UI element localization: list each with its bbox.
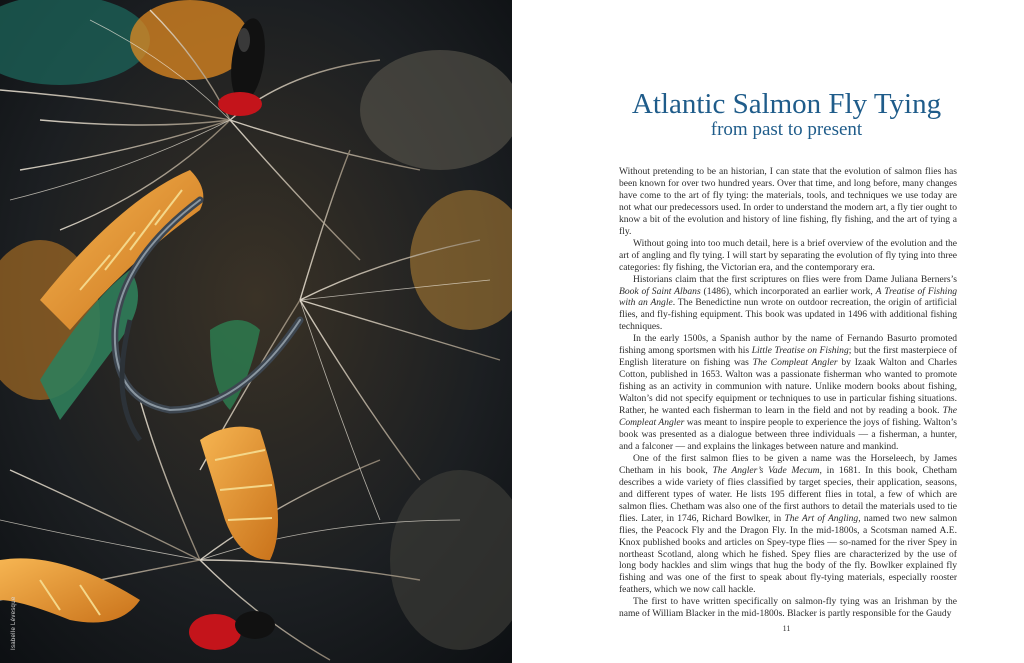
text-run: , named two new salmon flies, the Peacock Fly and the Dragon Fly. In the mid-1800s, a Scotsman named A.E. Knox published books and articles on Spey-type flies — so-named for the river Spey in northeast Scotland, along which he fished. Spey flies are characterized by the use of long body hackles and slim wings that hug the body of the fly. Bowlker explained fly fishing and was one of the first to speak about fly-tying materials, especially rooster feathers, which we now call hackle. (619, 512, 958, 596)
italic-title: Little Treatise on Fishing (751, 345, 849, 357)
text-page (512, 0, 1024, 663)
italic-title: A Treatise of Fishing with an Angle (619, 285, 957, 309)
italic-title: The Art of Angling (784, 512, 859, 524)
text-run: (1486), which incorporated an earlier work, (700, 285, 876, 297)
page-number: 11 (782, 624, 791, 633)
body-paragraph (619, 238, 957, 274)
text-run: by Izaak Walton and Charles Cotton, published in 1653. Walton was a passionate fisherman who wanted to promote fishing as an activity in communion with nature. Unlike modern books about fishing, Walton’s did not specify equipment or techniques to use in particular fishing situations. Rather, he wanted each fisherman to learn in the field and not by reading a book. (619, 357, 957, 417)
text-run: ; but the first masterpiece of English literature on fishing was (619, 345, 957, 369)
photo-credit (3, 560, 17, 650)
text-run: Historians claim that the first scriptures on flies were from Dame Juliana Berners’s (633, 273, 957, 285)
text-run: . The Benedictine nun wrote on outdoor recreation, the origin of artificial flies, and fly-fishing equipment. This book was updated in 1496 with additional fishing techniques. (619, 297, 957, 333)
body-paragraph (619, 596, 957, 620)
italic-title: The Angler’s Vade Mecum (712, 464, 820, 476)
body-paragraph (619, 166, 957, 238)
page-title: Atlantic Salmon Fly Tying (631, 88, 942, 120)
italic-title: The Compleat Angler (752, 357, 838, 369)
text-run: One of the first salmon flies to be given a name was the Horseleech, by James Chetham in his book, (619, 452, 957, 476)
text-run: was meant to inspire people to experience the joys of fishing. Walton’s book was presented as a dialogue between three individuals — a fisherman, a hunter, and a falconer — and explains the linkages between nature and mankind. (619, 417, 957, 452)
text-run: The first to have written specifically on salmon-fly tying was an Irishman by the name of William Blacker in the mid-1800s. Blacker is partly responsible for the Gaudy (619, 596, 957, 620)
body-paragraph (619, 453, 957, 596)
text-run: , in 1681. In this book, Chetham describes a wide variety of flies classified by target species, their application, seasons, and different types of water. He lists 195 different flies in total, a few of which are salmon flies. Chetham was also one of the first authors to detail the materials used to tie flies. Later, in 1746, Richard Bowlker, in (619, 464, 958, 524)
text-run: In the early 1500s, a Spanish author by the name of Fernando Basurto promoted fishing among sportsmen with his (619, 333, 957, 357)
body-paragraph (619, 274, 957, 334)
text-run: Without pretending to be an historian, I can state that the evolution of salmon flies has been known for over two hundred years. Over that time, and long before, many changes have come to the art of fly tying: the materials, tools, and techniques we use today are not what our predecessors used. In order to understand the modern art, a fly tier ought to know a bit of the evolution and history of line fishing, fly fishing, and the art of tying a fly. (619, 166, 957, 237)
page-subtitle: from past to present (710, 119, 863, 140)
text-run: Without going into too much detail, here is a brief overview of the evolution and the art of angling and fly tying. I will start by separating the evolution of fly tying into three categories: fly fishing, the Victorian era, and the contemporary era. (619, 237, 957, 273)
italic-title: Book of Saint Albans (619, 285, 701, 297)
body-paragraph (619, 333, 957, 453)
photo-credit-text: Isabelle Lévesque (11, 596, 17, 650)
italic-title: The Compleat Angler (619, 405, 957, 429)
body-text (619, 166, 957, 620)
